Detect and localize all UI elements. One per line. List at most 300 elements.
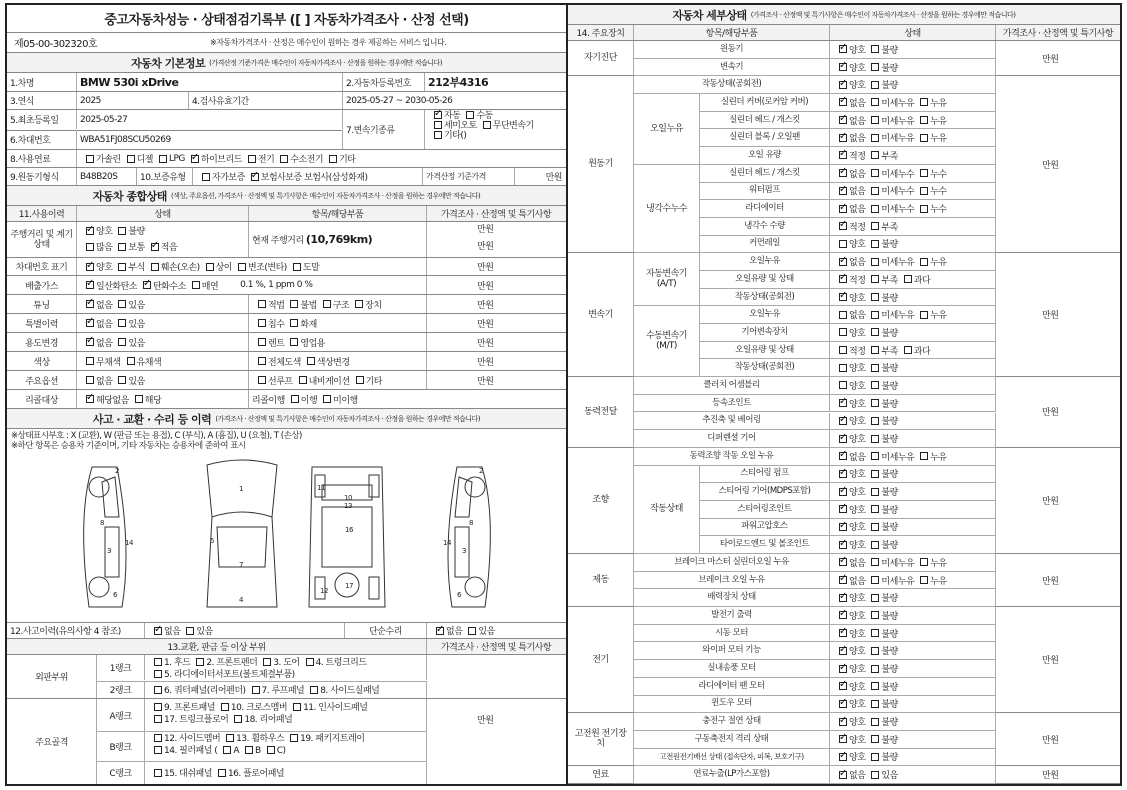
checkbox xyxy=(871,682,879,690)
svg-text:5: 5 xyxy=(210,537,214,545)
state-option-label: 불량 xyxy=(881,718,898,729)
part-item: 동력조향 작동 오일 누유 xyxy=(634,448,830,466)
part-state xyxy=(830,253,996,271)
part-state xyxy=(830,536,996,554)
checkbox xyxy=(871,240,879,248)
state-option-label: 없음 xyxy=(849,98,866,109)
options-status: 없음 있음 xyxy=(77,371,249,389)
svg-text:2: 2 xyxy=(115,467,119,475)
part-state xyxy=(830,76,996,94)
part-state xyxy=(830,218,996,236)
part-item: 실린더 커버(로커암 커버) xyxy=(700,94,830,112)
state-option-label: 불량 xyxy=(881,665,898,675)
checkbox xyxy=(871,275,879,283)
detail-title: 자동차 세부상태 (가격조사 · 산정액 및 특기사항은 매수인이 자동차가격조사 · 산정을 원하는 경우에만 적습니다) xyxy=(672,8,1016,22)
main-frame-label: 주요골격 xyxy=(7,699,97,784)
part-state xyxy=(830,713,996,731)
svg-text:14: 14 xyxy=(125,539,133,547)
part-item: 오일 유량 xyxy=(700,147,830,165)
rankC-label: C랭크 xyxy=(97,761,145,784)
checkbox-checked xyxy=(839,222,847,230)
part-state xyxy=(830,572,996,590)
recall-status: ✓ 해당없음 해당 xyxy=(77,390,249,408)
part-state xyxy=(830,129,996,147)
vin-mark-row xyxy=(7,258,566,276)
col-part: 항목/해당부품 xyxy=(634,25,830,40)
state-option-label: 불량 xyxy=(881,45,898,56)
basic-row-3 xyxy=(7,110,566,150)
checkbox xyxy=(871,541,879,549)
device-group-label: 변속기 xyxy=(568,253,634,377)
use-change-label: 용도변경 xyxy=(7,333,77,351)
part-state xyxy=(830,413,996,431)
special-history-label: 특별이력 xyxy=(7,314,77,332)
use-change-row xyxy=(7,333,566,352)
part-item: 작동상태(공회전) xyxy=(700,289,830,307)
state-option-label: 양호 xyxy=(849,293,866,304)
right-panel xyxy=(568,5,1120,784)
device-price: 만원 xyxy=(996,766,1120,784)
part-item: 스티어링 펌프 xyxy=(700,466,830,484)
tuning-label: 튜닝 xyxy=(7,295,77,313)
state-option-label: 부족 xyxy=(881,346,898,357)
state-option-label: 불량 xyxy=(881,682,898,693)
part-item: 실린더 헤드 / 개스킷 xyxy=(700,165,830,183)
use-change-status: ✓ 없음 있음 xyxy=(77,333,249,351)
doc-note: ※자동차가격조사 · 산정은 매수인이 원하는 경우 제공하는 서비스 입니다. xyxy=(210,38,447,47)
device-price: 만원 xyxy=(996,253,1120,377)
state-option-label: 없음 xyxy=(849,576,866,587)
state-option-label: 양호 xyxy=(849,381,866,392)
doc-no-row xyxy=(7,33,566,53)
part-state xyxy=(830,236,996,254)
state-option-label: 양호 xyxy=(849,328,866,339)
checkbox-checked xyxy=(839,205,847,213)
part-item: 발전기 출력 xyxy=(634,607,830,625)
checkbox xyxy=(871,611,879,619)
checkbox-checked xyxy=(839,151,847,159)
part-item: 변속기 xyxy=(634,59,830,77)
state-option-label: 없음 xyxy=(849,558,866,569)
warranty-label: 10.보증유형 xyxy=(137,168,193,185)
device-group-label: 제동 xyxy=(568,554,634,607)
state-option-label: 양호 xyxy=(849,523,866,534)
overall-header xyxy=(7,186,566,206)
part-item: 실린더 블록 / 오일팬 xyxy=(700,129,830,147)
options-items: 선루프 내비게이션 기타 xyxy=(249,371,427,389)
checkbox xyxy=(871,364,879,372)
state-option-label: 불량 xyxy=(881,63,898,74)
checkbox xyxy=(871,470,879,478)
part-item: 스티어링 기어(MDPS포함) xyxy=(700,483,830,501)
state-option-label: 양호 xyxy=(849,488,866,499)
part-item: 작동상태(공회전) xyxy=(634,76,830,94)
mileage-status: ✓양호 불량 많음 보통✓ 적음 xyxy=(77,222,249,257)
checkbox-checked xyxy=(839,594,847,602)
emission-label: 배출가스 xyxy=(7,276,77,294)
state-option-label: 불량 xyxy=(881,611,898,622)
part-item: 윈도우 모터 xyxy=(634,696,830,714)
year-label: 3.연식 xyxy=(7,92,77,109)
state-option-label: 미세누유 xyxy=(881,558,915,569)
basic-row-engine xyxy=(7,168,566,186)
rankA-label: A랭크 xyxy=(97,699,145,731)
state-option-label: 양호 xyxy=(849,240,866,251)
part-state xyxy=(830,342,996,360)
checkbox xyxy=(871,45,879,53)
state-option-label: 불량 xyxy=(881,381,898,392)
color-items: 전체도색 색상변경 xyxy=(249,352,427,370)
state-option-label: 없음 xyxy=(849,169,866,180)
color-status: 무채색 유채색 xyxy=(77,352,249,370)
checkbox-checked xyxy=(839,293,847,301)
part-state xyxy=(830,271,996,289)
base-price-label: 가격산정 기준가격 xyxy=(423,168,515,185)
checkbox-checked xyxy=(839,541,847,549)
state-option-label: 미세누유 xyxy=(881,98,915,109)
device-price: 만원 xyxy=(996,713,1120,766)
checkbox xyxy=(871,629,879,637)
state-option-label: 양호 xyxy=(849,399,866,410)
state-option-label: 없음 xyxy=(849,134,866,145)
part-state xyxy=(830,306,996,324)
state-option-label: 미세누유 xyxy=(881,452,915,463)
emission-status: ✓ 일산화탄소 ✓ 탄화수소 매연 0.1 %, 1 ppm 0 % xyxy=(77,276,427,294)
part-item: 연료누출(LP가스포함) xyxy=(634,766,830,784)
main-frame-group xyxy=(7,699,566,784)
svg-text:8: 8 xyxy=(469,519,473,527)
tuning-price: 만원 xyxy=(477,300,494,311)
part-item: 파워고압호스 xyxy=(700,519,830,537)
checkbox xyxy=(871,151,879,159)
part-item: 스티어링조인트 xyxy=(700,501,830,519)
device-group-label: 자기진단 xyxy=(568,41,634,76)
state-option-label: 미세누유 xyxy=(881,258,915,269)
svg-text:16: 16 xyxy=(345,526,353,534)
svg-text:14: 14 xyxy=(443,539,451,547)
part-state xyxy=(830,660,996,678)
part-state xyxy=(830,554,996,572)
state-option-label: 미세누유 xyxy=(881,134,915,145)
part-item: 오일유량 및 상태 xyxy=(700,271,830,289)
checkbox xyxy=(920,134,928,142)
rank2-items: 6. 쿼터패널(리어펜더) 7. 루프패널 8. 사이드실패널 xyxy=(145,681,427,698)
special-history-price: 만원 xyxy=(477,319,494,330)
checkbox-checked xyxy=(839,647,847,655)
engine-type-value: B48B20S xyxy=(77,168,137,185)
state-option-label: 미세누수 xyxy=(881,205,915,216)
svg-text:3: 3 xyxy=(462,547,466,555)
checkbox xyxy=(871,134,879,142)
detail-col-header xyxy=(568,25,1120,41)
part-item: 오일유량 및 상태 xyxy=(700,342,830,360)
state-option-label: 누수 xyxy=(930,169,947,180)
tuning-row xyxy=(7,295,566,314)
checkbox xyxy=(871,771,879,779)
part-state xyxy=(830,112,996,130)
state-option-label: 미세누수 xyxy=(881,169,915,180)
state-option-label: 불량 xyxy=(881,647,898,658)
checkbox xyxy=(871,558,879,566)
state-option-label: 양호 xyxy=(849,735,866,746)
state-option-label: 없음 xyxy=(849,205,866,216)
checkbox xyxy=(871,435,879,443)
part-item: 브레이크 오일 누유 xyxy=(634,572,830,590)
state-option-label: 적정 xyxy=(849,222,866,233)
base-price-unit: 만원 xyxy=(545,173,562,183)
state-option-label: 양호 xyxy=(849,505,866,516)
car-name-label: 1.차명 xyxy=(7,73,77,91)
state-option-label: 양호 xyxy=(849,682,866,693)
col-note: 가격조사 · 산정액 및 특기사항 xyxy=(1002,29,1114,39)
checkbox xyxy=(920,558,928,566)
state-option-label: 적정 xyxy=(849,275,866,286)
col-device: 14. 주요장치 xyxy=(568,25,634,40)
state-option-label: 양호 xyxy=(849,611,866,622)
state-option-label: 불량 xyxy=(881,293,898,304)
exchange-price: 만원 xyxy=(477,716,494,726)
checkbox xyxy=(871,452,879,460)
part-state xyxy=(830,94,996,112)
part-item: 추진축 및 베어링 xyxy=(634,413,830,431)
part-item: 고전원전기배선 상태 (접속단자, 피복, 보호기구) xyxy=(634,749,830,767)
mileage-value: 현재 주행거리 (10,769km) xyxy=(249,222,427,257)
checkbox xyxy=(839,364,847,372)
basic-header xyxy=(7,53,566,73)
state-option-label: 불량 xyxy=(881,523,898,534)
state-option-label: 양호 xyxy=(849,364,866,375)
state-option-label: 누수 xyxy=(930,187,947,198)
checkbox xyxy=(871,311,879,319)
checkbox-checked xyxy=(839,523,847,531)
checkbox-checked xyxy=(839,771,847,779)
svg-text:6: 6 xyxy=(113,591,117,599)
basic-title: 자동차 기본정보 (가격산정 기준가격은 매수인이 자동차가격조사 · 산정을 원하는 경우에만 적습니다) xyxy=(130,56,443,70)
checkbox xyxy=(839,346,847,354)
checkbox xyxy=(920,452,928,460)
state-option-label: 과다 xyxy=(913,346,931,357)
col-use-history: 11.사용이력 xyxy=(7,206,77,221)
simple-repair-label: 단순수리 xyxy=(345,623,427,638)
state-option-label: 양호 xyxy=(849,417,866,428)
checkbox-checked xyxy=(839,45,847,53)
device-price: 만원 xyxy=(996,554,1120,607)
overall-title: 자동차 종합상태 (색상, 주요옵션, 가격조사 · 산정액 및 특기사항은 매수인이 자동차가격조사 · 산정을 원하는 경우에만 적습니다) xyxy=(92,189,481,203)
state-option-label: 적정 xyxy=(849,151,866,162)
checkbox-checked xyxy=(839,488,847,496)
legend xyxy=(11,431,302,451)
state-option-label: 누유 xyxy=(930,558,947,569)
svg-text:17: 17 xyxy=(345,582,353,590)
checkbox xyxy=(904,275,912,283)
svg-text:8: 8 xyxy=(100,519,104,527)
accident-history-label: 12.사고이력(유의사항 4 참조) xyxy=(7,623,145,638)
device-price: 만원 xyxy=(996,448,1120,554)
state-option-label: 없음 xyxy=(849,452,866,463)
special-history-row xyxy=(7,314,566,333)
checkbox xyxy=(871,187,879,195)
vin-mark-status: ✓ 양호 부식 훼손(오손) 상이 변조(변타) 도말 xyxy=(77,258,427,275)
part-state xyxy=(830,41,996,59)
state-option-label: 양호 xyxy=(849,63,866,74)
checkbox-checked xyxy=(839,682,847,690)
form-title: 중고자동차성능 · 상태점검기록부 ([ ] 자동차가격조사 · 산정 선택) xyxy=(104,13,469,28)
part-state xyxy=(830,766,996,784)
options-price: 만원 xyxy=(477,376,494,387)
part-state xyxy=(830,589,996,607)
state-option-label: 미세누수 xyxy=(881,187,915,198)
checkbox xyxy=(871,753,879,761)
basic-row-2 xyxy=(7,92,566,110)
basic-row-1 xyxy=(7,73,566,92)
checkbox xyxy=(871,205,879,213)
checkbox-checked xyxy=(839,611,847,619)
checkbox xyxy=(871,116,879,124)
svg-text:2: 2 xyxy=(479,467,483,475)
checkbox-checked xyxy=(839,63,847,71)
recall-row xyxy=(7,390,566,409)
state-option-label: 누유 xyxy=(930,134,947,145)
state-option-label: 불량 xyxy=(881,629,898,640)
part-state xyxy=(830,448,996,466)
color-label: 색상 xyxy=(7,352,77,370)
overall-col-header xyxy=(7,206,566,222)
part-item: 실내송풍 모터 xyxy=(634,660,830,678)
state-option-label: 불량 xyxy=(881,700,898,711)
state-option-label: 양호 xyxy=(849,665,866,675)
state-option-label: 양호 xyxy=(849,435,866,446)
options-label: 주요옵션 xyxy=(7,371,77,389)
part-state xyxy=(830,607,996,625)
state-option-label: 불량 xyxy=(881,470,898,481)
checkbox xyxy=(839,240,847,248)
special-history-items: 침수 화재 xyxy=(249,314,427,332)
checkbox xyxy=(920,187,928,195)
checkbox xyxy=(871,700,879,708)
special-history-status: ✓ 없음 있음 xyxy=(77,314,249,332)
emission-price: 만원 xyxy=(477,281,494,292)
reg-no-value: 212부4316 xyxy=(428,76,489,89)
checkbox-checked xyxy=(839,275,847,283)
part-item: 타이로드엔드 및 볼조인트 xyxy=(700,536,830,554)
state-option-label: 불량 xyxy=(881,399,898,410)
rankA-items: 9. 프론트패널 10. 크로스멤버 11. 인사이드패널 17. 트렁크플로어 18. 리어패널 xyxy=(145,699,427,731)
state-option-label: 적정 xyxy=(849,346,866,357)
checkbox xyxy=(920,169,928,177)
part-state xyxy=(830,183,996,201)
checkbox xyxy=(920,576,928,584)
part-item: 기어변속장치 xyxy=(700,324,830,342)
checkbox xyxy=(871,381,879,389)
svg-text:6: 6 xyxy=(457,591,461,599)
vin-mark-price: 만원 xyxy=(477,263,494,273)
device-price: 만원 xyxy=(996,76,1120,253)
simple-repair-status: ✓ 없음 있음 xyxy=(427,623,565,638)
inspection-validity-label: 4.검사유효기간 xyxy=(189,92,343,109)
svg-text:1: 1 xyxy=(239,485,243,493)
part-state xyxy=(830,59,996,77)
options-row xyxy=(7,371,566,390)
svg-text:11: 11 xyxy=(317,484,325,492)
checkbox xyxy=(871,399,879,407)
part-state xyxy=(830,519,996,537)
part-item: 시동 모터 xyxy=(634,625,830,643)
rankC-items: 15. 대쉬패널 16. 플로어패널 xyxy=(145,761,427,784)
svg-text:7: 7 xyxy=(239,561,243,569)
part-item: 실린더 헤드 / 개스킷 xyxy=(700,112,830,130)
fuel-label: 8.사용연료 xyxy=(7,150,77,167)
engine-type-label: 9.원동기형식 xyxy=(7,168,77,185)
device-price: 만원 xyxy=(996,607,1120,713)
part-item: 라디에이터 팬 모터 xyxy=(634,678,830,696)
state-option-label: 양호 xyxy=(849,700,866,711)
legend-note: ※하단 항목은 승용차 기준이며, 기타 자동차는 승용차에 준하여 표시 xyxy=(11,441,246,451)
checkbox-checked xyxy=(839,116,847,124)
color-row xyxy=(7,352,566,371)
part-item: 구동축전지 격리 상태 xyxy=(634,731,830,749)
col-state: 상태 xyxy=(830,25,996,40)
part-state xyxy=(830,466,996,484)
part-item: 클러치 어셈블리 xyxy=(634,377,830,395)
state-option-label: 양호 xyxy=(849,594,866,605)
state-option-label: 불량 xyxy=(881,753,898,764)
fuel-options: 가솔린 디젤 LPG ✓ 하이브리드 전기 수소전기 기타 xyxy=(77,150,565,167)
state-option-label: 누유 xyxy=(930,98,947,109)
checkbox-checked xyxy=(839,665,847,673)
checkbox xyxy=(871,346,879,354)
checkbox-checked xyxy=(839,81,847,89)
vin-mark-label: 차대번호 표기 xyxy=(7,258,77,275)
form-title-row xyxy=(7,5,566,33)
device-sub-label: 오일누유 xyxy=(634,94,700,165)
part-item: 와이퍼 모터 기능 xyxy=(634,642,830,660)
part-state xyxy=(830,165,996,183)
state-option-label: 과다 xyxy=(913,275,931,286)
state-option-label: 불량 xyxy=(881,488,898,499)
accident-title: 사고 · 교환 · 수리 등 이력 (가격조사 · 산정액 및 특기사항은 매수인이 자동차가격조사 · 산정을 원하는 경우에만 적습니다) xyxy=(92,412,481,426)
color-price: 만원 xyxy=(477,357,494,368)
exchange-header xyxy=(7,639,566,655)
recall-items: 리콜이행 이행 미이행 xyxy=(252,395,358,406)
accident-history-status: ✓ 없음 있음 xyxy=(145,623,345,638)
svg-text:3: 3 xyxy=(107,547,111,555)
state-option-label: 누수 xyxy=(930,205,947,216)
checkbox-checked xyxy=(839,258,847,266)
part-state xyxy=(830,625,996,643)
device-group-label: 연료 xyxy=(568,766,634,784)
svg-text:12: 12 xyxy=(320,587,328,595)
state-option-label: 없음 xyxy=(849,116,866,127)
checkbox xyxy=(871,735,879,743)
checkbox-checked xyxy=(839,735,847,743)
part-state xyxy=(830,324,996,342)
state-option-label: 있음 xyxy=(881,771,898,782)
checkbox-checked xyxy=(839,558,847,566)
left-panel xyxy=(7,5,568,784)
legend-codes: ※상태표시부호 : X (교환), W (판금 또는 용접), C (부식), A (흠집), U (요철), T (손상) xyxy=(11,431,302,441)
part-state xyxy=(830,696,996,714)
part-state xyxy=(830,377,996,395)
checkbox xyxy=(920,311,928,319)
checkbox-checked xyxy=(839,98,847,106)
checkbox xyxy=(920,116,928,124)
rank1-items: 1. 후드 2. 프론트펜더 3. 도어 4. 트렁크리드 5. 라디에이터서포트(볼트체결부품) xyxy=(145,655,427,680)
state-option-label: 미세누유 xyxy=(881,116,915,127)
device-sub-label: 자동변속기 (A/T) xyxy=(634,253,700,306)
checkbox xyxy=(871,647,879,655)
device-group-label: 원동기 xyxy=(568,76,634,253)
detail-header xyxy=(568,5,1120,25)
